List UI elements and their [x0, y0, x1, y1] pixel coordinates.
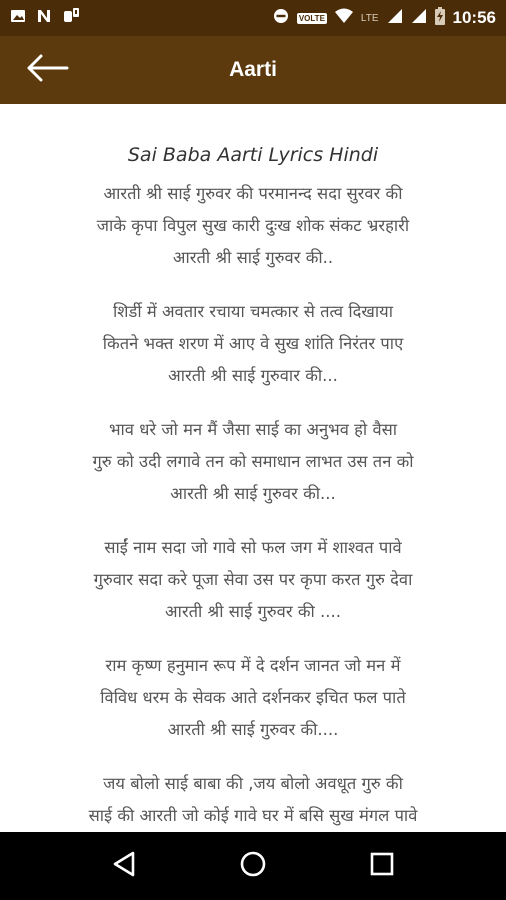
battery-charging-icon	[435, 7, 445, 29]
stanza	[20, 768, 486, 832]
lyrics-line: आरती श्री साई गुरुवर की ....	[164, 602, 341, 621]
recents-square-icon	[369, 851, 395, 881]
do-not-disturb-icon	[273, 8, 289, 28]
clock: 10:56	[452, 8, 496, 27]
lyrics-line: आरती श्री साई गुरुवार की...	[168, 366, 338, 385]
network-type: LTE	[360, 12, 379, 24]
lyrics-title: Sai Baba Aarti Lyrics Hindi	[127, 144, 379, 166]
nav-recents-button[interactable]	[360, 844, 404, 888]
lyrics-line: जाके कृपा विपुल सुख कारी दुःख शोक संकट भ्ररहारी	[96, 216, 410, 235]
stanza	[20, 532, 486, 628]
missed-call-icon	[62, 7, 80, 29]
lyrics-line: भाव धरे जो मन मैं जैसा साई का अनुभव हो वैसा	[108, 420, 398, 439]
nav-home-button[interactable]	[231, 844, 275, 888]
app-bar	[0, 36, 506, 104]
lyrics-line: शिर्डी में अवतार रचाया चमत्कार से तत्व दिखाया	[113, 302, 393, 321]
lyrics-line: आरती श्री साई गुरुवर की...	[170, 484, 336, 503]
status-system	[273, 7, 496, 29]
lyrics-line: आरती श्री साई गुरुवर की..	[172, 248, 334, 267]
page-title: Aarti	[229, 58, 277, 81]
stanza	[20, 414, 486, 510]
lyrics-line: गुरुवार सदा करे पूजा सेवा उस पर कृपा करत गुरु देवा	[93, 570, 413, 589]
lyrics-line: गुरु को उदी लगावे तन को समाधान लाभत उस तन को	[92, 452, 414, 471]
lyrics-scroll-view[interactable]	[0, 104, 506, 832]
lyrics-line: आरती श्री साई गुरुवर की....	[167, 720, 339, 739]
lyrics-line: कितने भक्त शरण में आए वे सुख शांति निरंतर पाए	[102, 334, 404, 353]
arrow-left-icon	[25, 53, 69, 87]
lyrics-line: राम कृष्ण हनुमान रूप में दे दर्शन जानत जो मन में	[105, 656, 401, 675]
signal-icon	[387, 8, 403, 28]
stanza	[20, 296, 486, 392]
lyrics-line: साईं नाम सदा जो गावे सो फल जग में शाश्वत पावे	[104, 538, 402, 557]
wifi-icon	[335, 8, 353, 28]
nav-back-button[interactable]	[102, 844, 146, 888]
status-notifications	[10, 7, 80, 29]
signal-secondary-icon	[411, 8, 427, 28]
system-nav-bar	[0, 832, 506, 900]
stanza	[20, 178, 486, 274]
back-triangle-icon	[111, 850, 137, 882]
back-button[interactable]	[22, 52, 72, 88]
lyrics-line: आरती श्री साई गुरुवर की परमानन्द सदा सुरवर की	[103, 184, 403, 203]
lyrics-line: जय बोलो साई बाबा की ,जय बोलो अवधूत गुरु की	[103, 774, 403, 793]
lyrics-line: साई की आरती जो कोई गावे घर में बसि सुख मंगल पावे	[88, 806, 418, 825]
status-bar	[0, 0, 506, 36]
stanza	[20, 650, 486, 746]
volte-badge: VOLTE	[298, 13, 325, 23]
home-circle-icon	[239, 850, 267, 882]
n-notification-icon	[36, 8, 52, 28]
lyrics-line: विविध धरम के सेवक आते दर्शनकर इचित फल पाते	[100, 688, 406, 707]
image-icon	[10, 8, 26, 28]
